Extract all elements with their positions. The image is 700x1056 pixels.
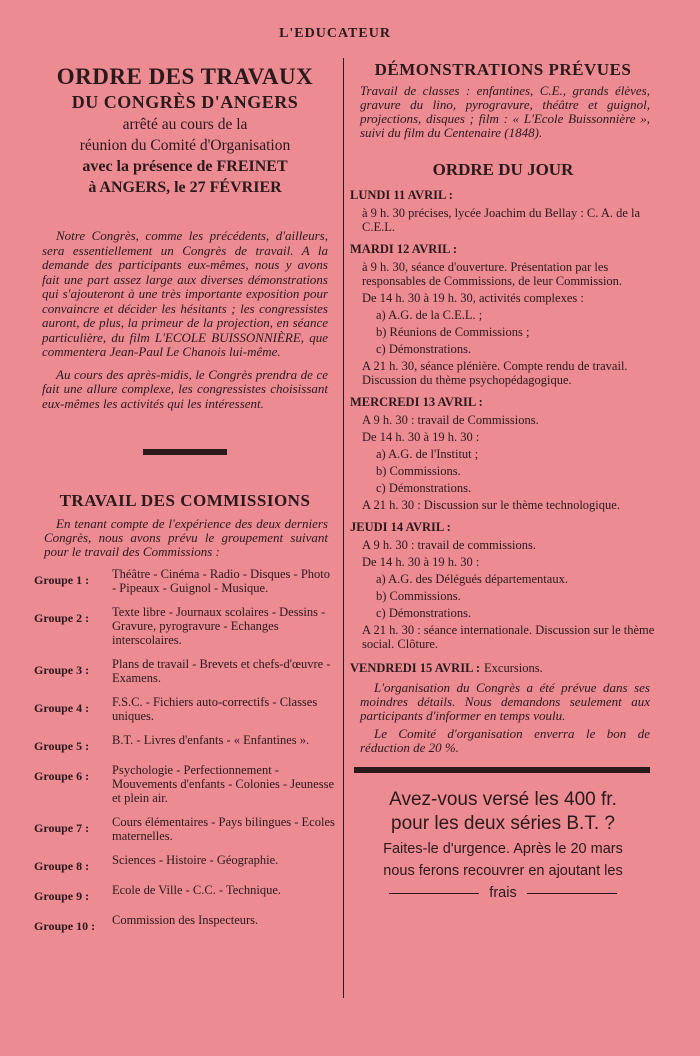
- demonstrations-text: Travail de classes : enfantines, C.E., grands élèves, gravure du lino, pyrogravure, théâtre et guignol, projections, disques ; film : « L'Ecole Buissonnière », suivi du film du Centenaire (1848).: [360, 83, 650, 140]
- agenda-row: A 21 h. 30, séance plénière. Compte rendu de travail. Discussion du thème psychopédagogique.: [362, 359, 628, 387]
- intro-paragraph: Notre Congrès, comme les précédents, d'ailleurs, sera essentiellement un Congrès de travail. A la demande des participants eux-mêmes, nous y avons fait une part assez large aux diverses démonstrations qui s'ajouteront à une très importante exposition pour convaincre et décider les hésitants ; les congressistes auront, de plus, la primeur de la projection, en séance particulière, du film L'ECOLE BUISSONNIÈRE, que commentera Jean-Paul Le Chanois lui-même.: [42, 228, 328, 359]
- commissions-title: TRAVAIL DES COMMISSIONS: [59, 491, 311, 510]
- title-line: à ANGERS, le 27 FÉVRIER: [88, 179, 282, 196]
- agenda-subrow: c) Démonstrations.: [376, 342, 472, 356]
- day-name: MARDI 12 AVRIL :: [350, 242, 458, 256]
- groupe-label: Groupe 6 :: [34, 769, 90, 783]
- intro-paragraph: Au cours des après-midis, le Congrès prendra de ce fait une allure complexe, les congressistes choisissant eux-mêmes les activités qui les intéressent.: [42, 366, 328, 411]
- groupe-label: Groupe 9 :: [34, 889, 90, 903]
- notice-word: frais: [489, 885, 517, 901]
- section-divider: [143, 449, 227, 455]
- groupe-label: Groupe 10 :: [34, 919, 96, 933]
- day-block: [350, 242, 656, 387]
- groupe-label: Groupe 7 :: [34, 821, 90, 835]
- day-name: VENDREDI 15 AVRIL :: [350, 661, 481, 675]
- groupe-text: Sciences - Histoire - Géographie.: [112, 853, 279, 867]
- day-block: [350, 188, 656, 234]
- agenda-row: De 14 h. 30 à 19 h. 30 :: [362, 555, 480, 569]
- day-block: [350, 520, 656, 651]
- notice-line-final: [350, 885, 656, 901]
- groupe-text: F.S.C. - Fichiers auto-correctifs - Classes uniques.: [112, 695, 318, 723]
- agenda-subrow: a) A.G. des Délégués départementaux.: [376, 572, 568, 586]
- groupe-label: Groupe 4 :: [34, 701, 90, 715]
- list-item: [34, 763, 336, 805]
- closing-paragraph: L'organisation du Congrès a été prévue dans ses moindres détails. Nous demandons seulement aux participants d'informer en temps voulu.: [360, 680, 650, 723]
- section-divider: [354, 767, 650, 773]
- list-item: [34, 815, 336, 843]
- groupe-text: Psychologie - Perfectionnement - Mouvements d'enfants - Colonies - Jeunesse et plein air.: [112, 763, 335, 805]
- agenda-row: A 9 h. 30 : travail de Commissions.: [362, 413, 539, 427]
- groupe-text: Texte libre - Journaux scolaires - Dessins - Gravure, pyrogravure - Echanges interscolaires.: [112, 605, 326, 647]
- day-name: MERCREDI 13 AVRIL :: [350, 395, 483, 409]
- groupe-text: Plans de travail - Brevets et chefs-d'œuvre - Examens.: [112, 657, 331, 685]
- groupe-text: Théâtre - Cinéma - Radio - Disques - Photo - Pipeaux - Guignol - Musique.: [112, 567, 331, 595]
- agenda-row: à 9 h. 30 précises, lycée Joachim du Bellay : C. A. de la C.E.L.: [362, 206, 641, 234]
- list-item: [34, 733, 336, 753]
- list-item: [34, 913, 336, 933]
- column-divider: [343, 58, 344, 998]
- agenda-row: A 21 h. 30 : séance internationale. Discussion sur le thème social. Clôture.: [362, 623, 655, 651]
- list-item: [34, 853, 336, 873]
- list-item: [34, 695, 336, 723]
- agenda-row: A 9 h. 30 : travail de commissions.: [362, 538, 536, 552]
- page-title: ORDRE DES TRAVAUX: [56, 64, 314, 89]
- notice-line: Avez-vous versé les 400 fr.: [389, 789, 617, 810]
- groupe-label: Groupe 1 :: [34, 573, 90, 587]
- agenda-row: A 21 h. 30 : Discussion sur le thème technologique.: [362, 498, 620, 512]
- groupe-text: Ecole de Ville - C.C. - Technique.: [112, 883, 282, 897]
- right-column: [350, 58, 656, 901]
- day-name: LUNDI 11 AVRIL :: [350, 188, 453, 202]
- agenda-subrow: b) Réunions de Commissions ;: [376, 325, 530, 339]
- groupe-text: Cours élémentaires - Pays bilingues - Ecoles maternelles.: [112, 815, 335, 843]
- groupe-text: B.T. - Livres d'enfants - « Enfantines ».: [112, 733, 310, 747]
- groupe-label: Groupe 5 :: [34, 739, 90, 753]
- day-block: [350, 395, 656, 512]
- groupe-text: Commission des Inspecteurs.: [112, 913, 259, 927]
- notice-line: pour les deux séries B.T. ?: [391, 813, 615, 834]
- agenda-subrow: a) A.G. de la C.E.L. ;: [376, 308, 483, 322]
- list-item: [34, 567, 336, 595]
- rule-right: [527, 893, 617, 894]
- intro-text: [34, 229, 336, 411]
- agenda-row: De 14 h. 30 à 19 h. 30 :: [362, 430, 480, 444]
- title-line: avec la présence de FREINET: [82, 158, 288, 175]
- groupe-label: Groupe 3 :: [34, 663, 90, 677]
- commissions-intro: En tenant compte de l'expérience des deux derniers Congrès, nous avons prévu le groupement suivant pour le travail des Commissions :: [44, 516, 328, 559]
- day-name: JEUDI 14 AVRIL :: [350, 520, 451, 534]
- agenda-row: à 9 h. 30, séance d'ouverture. Présentation par les responsables de Commissions, de leur Commission.: [362, 260, 623, 288]
- agenda-subrow: c) Démonstrations.: [376, 481, 472, 495]
- list-item: [34, 605, 336, 647]
- agenda-subrow: c) Démonstrations.: [376, 606, 472, 620]
- groupe-label: Groupe 2 :: [34, 611, 90, 625]
- groupe-label: Groupe 8 :: [34, 859, 90, 873]
- list-item: [34, 657, 336, 685]
- list-item: [34, 883, 336, 903]
- agenda-row: Excursions.: [484, 661, 543, 675]
- page-subtitle: DU CONGRÈS D'ANGERS: [71, 92, 299, 112]
- demonstrations-title: DÉMONSTRATIONS PRÉVUES: [374, 60, 632, 79]
- closing-paragraph: Le Comité d'organisation enverra le bon de réduction de 20 %.: [360, 726, 650, 755]
- groupes-list: [34, 567, 336, 933]
- agenda-subrow: a) A.G. de l'Institut ;: [376, 447, 479, 461]
- agenda-row: De 14 h. 30 à 19 h. 30, activités complexes :: [362, 291, 584, 305]
- notice-line: Faites-le d'urgence. Après le 20 mars: [383, 841, 623, 857]
- notice-line: nous ferons recouvrer en ajoutant les: [383, 863, 623, 879]
- title-line: arrêté au cours de la: [122, 116, 248, 133]
- title-line: réunion du Comité d'Organisation: [79, 137, 291, 154]
- agenda-subrow: b) Commissions.: [376, 589, 461, 603]
- ordre-du-jour-title: ORDRE DU JOUR: [432, 160, 574, 179]
- day-block: [350, 659, 656, 677]
- left-column: [34, 58, 336, 943]
- rule-left: [389, 893, 479, 894]
- running-header: L'EDUCATEUR: [279, 26, 391, 41]
- closing-note: [360, 681, 650, 755]
- notice-box: [350, 789, 656, 901]
- agenda-subrow: b) Commissions.: [376, 464, 461, 478]
